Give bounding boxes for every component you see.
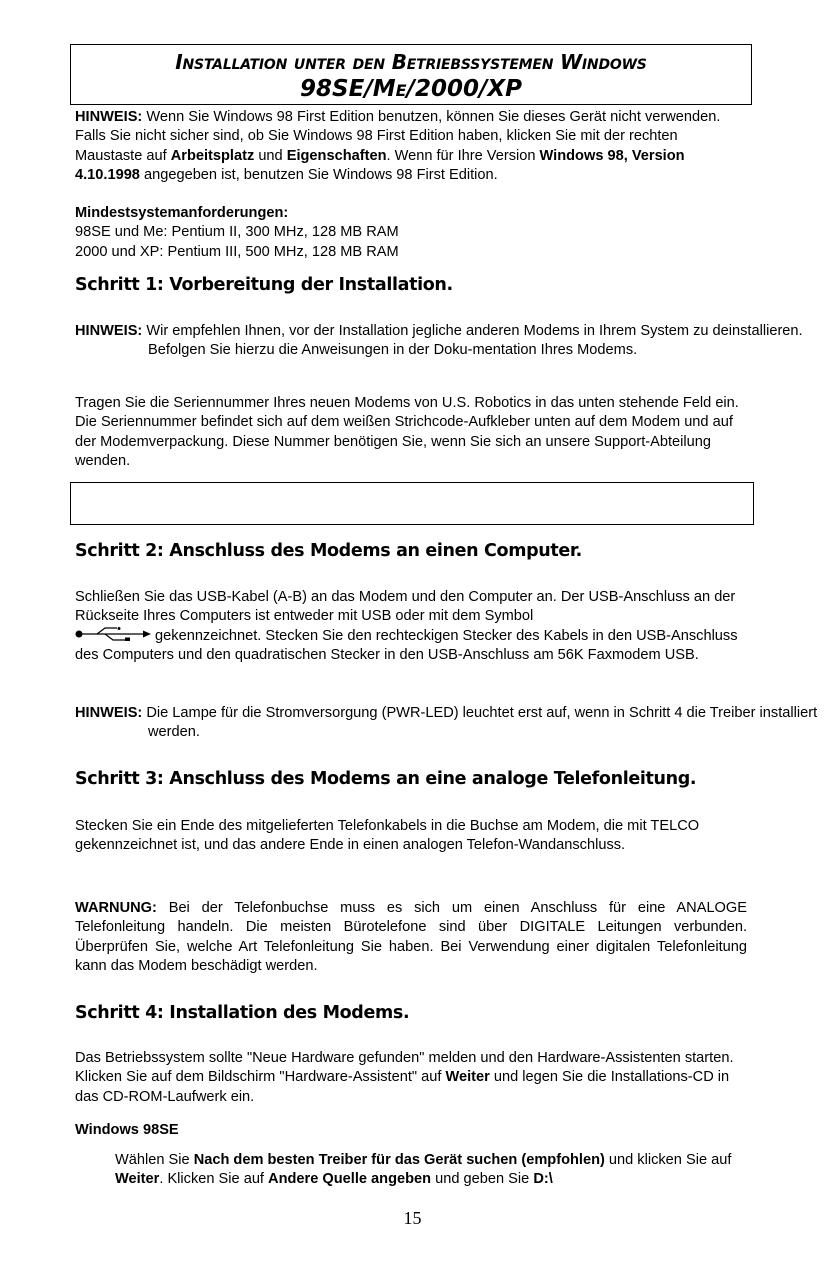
step4-text-1: Das Betriebssystem sollte "Neue Hardware gefunden" melden und den Hardware-Assistenten starten. Klicken Sie auf dem Bildschirm "Hardware-Assistent" auf xyxy=(75,1050,734,1086)
step2-text-1: Schließen Sie das USB-Kabel (A-B) an das Modem und den Computer an. Der USB-Anschluss an der Rückseite Ihres Computers ist entweder mit USB oder mit dem Symbol xyxy=(75,589,736,625)
requirements-line-1: 98SE und Me: Pentium II, 300 MHz, 128 MB RAM xyxy=(75,224,399,241)
step2-hinweis-label: HINWEIS: xyxy=(75,705,143,721)
sub-bold-3: Andere Quelle angeben xyxy=(268,1171,432,1188)
step1-hinweis xyxy=(75,322,820,361)
step3-heading: Schritt 3: Anschluss des Modems an eine analoge Telefonleitung. xyxy=(75,769,697,789)
requirements-line-2: 2000 und XP: Pentium III, 500 MHz, 128 MB RAM xyxy=(75,243,399,260)
sub-bold-4: D:\ xyxy=(533,1171,553,1188)
win98se-instructions xyxy=(115,1151,745,1190)
intro-text-1: Wenn Sie Windows 98 First Edition benutzen, können Sie dieses Gerät nicht verwenden. Falls Sie nicht sicher sind, ob Sie Windows 98 First Edition haben, klicken Sie mit der rechten Maustaste auf xyxy=(75,109,721,164)
title-box xyxy=(70,44,752,105)
serial-instructions: Tragen Sie die Seriennummer Ihres neuen Modems von U.S. Robotics in das unten stehende Feld ein. Die Seriennummer befindet sich auf dem weißen Strichcode-Aufkleber unten auf dem Modem und auf der Modemverpackung. Diese Nummer benötigen Sie, wenn Sie sich an unsere Support-Abteilung wenden. xyxy=(75,395,739,469)
intro-und: und xyxy=(254,147,287,164)
warnung-text: Bei der Telefonbuchse muss es sich um einen Anschluss für eine ANALOGE Telefonleitung handeln. Die meisten Bürotelefone sind über DIGITALE Leitungen verbunden. Überprüfen Sie, welche Art Telefonleitung Sie haben. Bei Verwendung einer digitalen Telefonleitung kann das Modem beschädigt werden. xyxy=(75,900,747,974)
windows-version: Windows 98, Version 4.10.1998 xyxy=(75,147,685,183)
sub-text-2: und klicken Sie auf xyxy=(604,1152,732,1168)
eigenschaften-term: Eigenschaften xyxy=(286,147,387,164)
intro-text-3: angegeben ist, benutzen Sie Windows 98 First Edition. xyxy=(139,166,498,183)
sub-bold-2: Weiter xyxy=(115,1171,160,1188)
sub-text-1: Wählen Sie xyxy=(115,1152,194,1168)
warnung-label: WARNUNG: xyxy=(75,900,157,916)
sub-bold-1: Nach dem besten Treiber für das Gerät suchen (empfohlen) xyxy=(193,1152,605,1168)
requirements-block xyxy=(75,204,747,262)
step1-hinweis-label: HINWEIS: xyxy=(75,323,143,339)
title-line-2: 98SE/Me/2000/XP xyxy=(300,76,522,102)
requirements-heading: Mindestsystemanforderungen: xyxy=(75,205,289,221)
warnung-paragraph xyxy=(75,899,747,976)
step3-paragraph: Stecken Sie ein Ende des mitgelieferten Telefonkabels in die Buchse am Modem, die mit TELCO gekennzeichnet ist, und das andere Ende in einen analogen Telefon-Wandanschluss. xyxy=(75,818,700,854)
intro-text-2: . Wenn für Ihre Version xyxy=(386,147,540,164)
step4-heading: Schritt 4: Installation des Modems. xyxy=(75,1003,410,1023)
step2-text-2: gekennzeichnet. Stecken Sie den rechteckigen Stecker des Kabels in den USB-Anschluss des Computers und den quadratischen Stecker in den USB-Anschluss am 56K Faxmodem USB. xyxy=(75,627,738,663)
sub-text-3: . Klicken Sie auf xyxy=(159,1171,269,1188)
step2-heading: Schritt 2: Anschluss des Modems an einen Computer. xyxy=(75,541,582,561)
step1-heading: Schritt 1: Vorbereitung der Installation. xyxy=(75,275,453,295)
step2-hinweis-text: Die Lampe für die Stromversorgung (PWR-LED) leuchtet erst auf, wenn in Schritt 4 die Treiber installiert werden. xyxy=(142,705,818,741)
step4-paragraph xyxy=(75,1049,747,1107)
win98se-heading-text: Windows 98SE xyxy=(75,1122,179,1138)
step2-paragraph xyxy=(75,588,747,665)
serial-number-box xyxy=(70,482,754,525)
arbeitsplatz-term: Arbeitsplatz xyxy=(170,147,255,164)
title-line-1: Installation unter den Betriebssystemen Windows xyxy=(175,50,647,74)
page-number: 15 xyxy=(403,1208,422,1228)
usb-icon xyxy=(75,627,151,641)
weiter-term: Weiter xyxy=(445,1069,490,1086)
step2-hinweis xyxy=(75,704,820,743)
win98se-heading xyxy=(75,1121,747,1140)
sub-text-4: und geben Sie xyxy=(431,1171,534,1188)
intro-hinweis-label: HINWEIS: xyxy=(75,109,143,125)
step4-text-2: und legen Sie die Installations-CD in das CD-ROM-Laufwerk ein. xyxy=(75,1069,730,1105)
intro-paragraph xyxy=(75,108,747,185)
step1-hinweis-text: Wir empfehlen Ihnen, vor der Installation jegliche anderen Modems in Ihrem System zu deinstallieren. Befolgen Sie hierzu die Anweisungen in der Doku-mentation Ihres Modems. xyxy=(142,323,803,359)
